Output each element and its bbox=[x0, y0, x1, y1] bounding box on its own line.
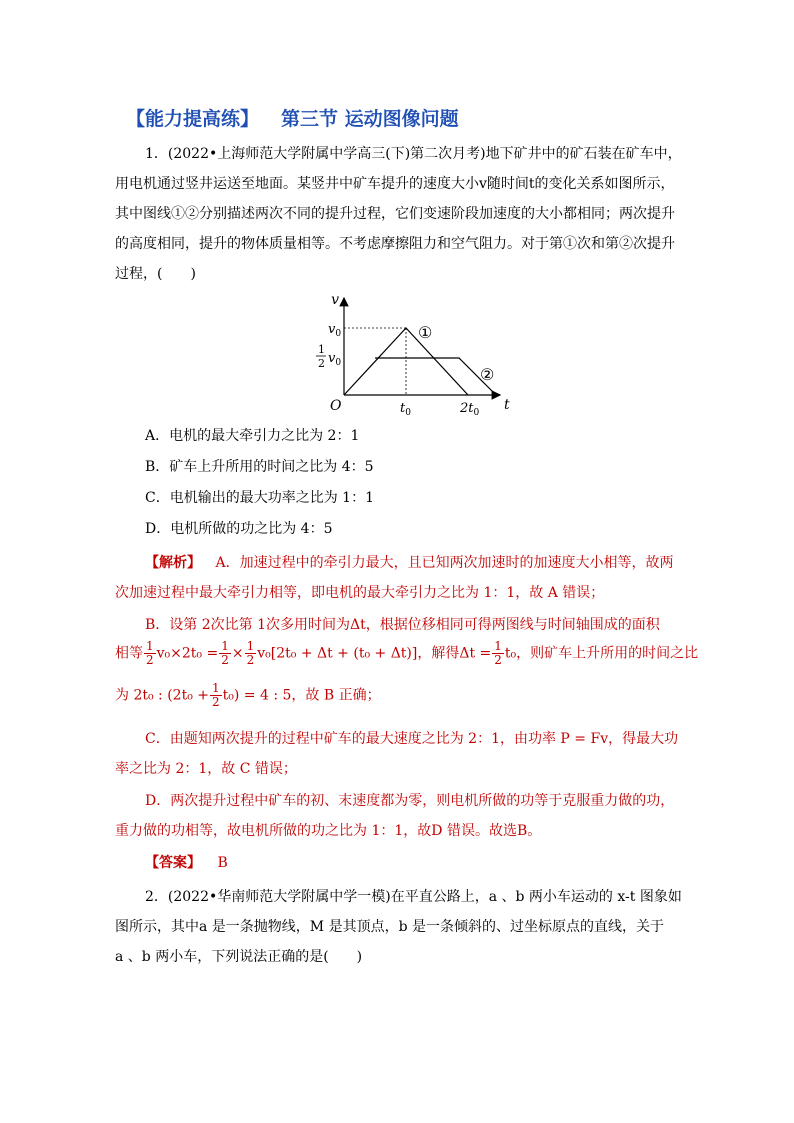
analysis-c-line2: 率之比为 2：1，故 C 错误； bbox=[115, 761, 297, 777]
answer-value: B bbox=[217, 855, 228, 871]
two-t0-label: $2t_0$ bbox=[460, 401, 480, 418]
question-2-line1: 2．(2022•华南师范大学附属中学一模)在平直公路上，a 、b 两小车运动的 x-t 图象如 bbox=[145, 889, 682, 905]
analysis-a-line1: 【解析】 A．加速过程中的牵引力最大，且已知两次加速时的加速度大小相等，故两 bbox=[145, 555, 674, 571]
analysis-b-line2: 相等 $\frac{1}{2}$ v₀×2t₀ = $\frac{1}{2}$ × $\frac{1}{2}$ v₀[2t₀ + Δt + (t₀ + Δt)]，解得Δt = $\frac{1}{2}$ t₀，则矿车上升所用的时间之比 bbox=[115, 639, 699, 667]
axis-t-label: t bbox=[504, 397, 510, 413]
half-den: 2 bbox=[318, 357, 325, 370]
option-a: A．电机的最大牵引力之比为 2：1 bbox=[145, 428, 360, 444]
answer-line bbox=[145, 852, 228, 872]
curve-1-label: ① bbox=[418, 323, 433, 342]
t0-label: $t_0$ bbox=[400, 401, 411, 418]
title-bracket: 【能力提高练】 bbox=[126, 108, 260, 130]
option-c: C．电机输出的最大功率之比为 1：1 bbox=[145, 490, 374, 506]
question-2-line2: 图所示，其中a 是一条抛物线，M 是其顶点，b 是一条倾斜的、过坐标原点的直线，关于 bbox=[115, 919, 664, 935]
answer-label: 【答案】 bbox=[145, 855, 201, 871]
title-section: 第三节 运动图像问题 bbox=[281, 108, 459, 130]
analysis-d-line1: D．两次提升过程中矿车的初、末速度都为零，则电机所做的功等于克服重力做的功， bbox=[145, 793, 675, 809]
origin-label: O bbox=[330, 398, 342, 414]
option-d: D．电机所做的功之比为 4：5 bbox=[145, 521, 333, 537]
fraction: $\frac{1}{2}$ bbox=[221, 639, 229, 667]
v0-label: $v_0$ bbox=[328, 322, 342, 339]
fraction: $\frac{1}{2}$ bbox=[212, 681, 220, 709]
axis-v-label: v bbox=[331, 292, 339, 308]
option-b: B．矿车上升所用的时间之比为 4：5 bbox=[145, 459, 374, 475]
question-2-line3: a 、b 两小车，下列说法正确的是( ) bbox=[115, 949, 363, 965]
curve-2-label: ② bbox=[480, 365, 495, 384]
vt-graph bbox=[300, 290, 530, 420]
analysis-label: 【解析】 bbox=[145, 555, 201, 571]
half-num: 1 bbox=[318, 343, 325, 356]
analysis-b-line3: 为 2t₀ : (2t₀ + $\frac{1}{2}$ t₀) = 4 : 5，故 B 正确； bbox=[115, 681, 381, 709]
analysis-b-line1: B．设第 2次比第 1次多用时间为Δt，根据位移相同可得两图线与时间轴围成的面积 bbox=[145, 617, 660, 633]
analysis-c-line1: C．由题知两次提升的过程中矿车的最大速度之比为 2：1，由功率 P = Fv，得最大功 bbox=[145, 731, 679, 747]
half-v0-label: $v_0$ bbox=[328, 351, 342, 368]
fraction: $\frac{1}{2}$ bbox=[494, 639, 502, 667]
curve-2 bbox=[375, 358, 496, 395]
analysis-a-line2: 次加速过程中最大牵引力相等，即电机的最大牵引力之比为 1：1，故 A 错误； bbox=[115, 585, 605, 601]
fraction: $\frac{1}{2}$ bbox=[146, 639, 154, 667]
analysis-d-line2: 重力做的功相等，故电机所做的功之比为 1：1，故D 错误。故选B。 bbox=[115, 823, 542, 839]
question-1-stem: 1．(2022•上海师范大学附属中学高三(下)第二次月考)地下矿井中的矿石装在矿车中，用电机通过竖井运送至地面。某竖井中矿车提升的速度大小v随时间t的变化关系如图所示，其中图线①②分别描述两次不同的提升过程，它们变速阶段加速度的大小都相同；两次提升的高度相同，提升的物体质量相等。不考虑摩擦阻力和空气阻力。对于第①次和第②次提升过程，( ) bbox=[115, 146, 682, 282]
fraction: $\frac{1}{2}$ bbox=[246, 639, 255, 667]
page-title bbox=[126, 104, 459, 131]
